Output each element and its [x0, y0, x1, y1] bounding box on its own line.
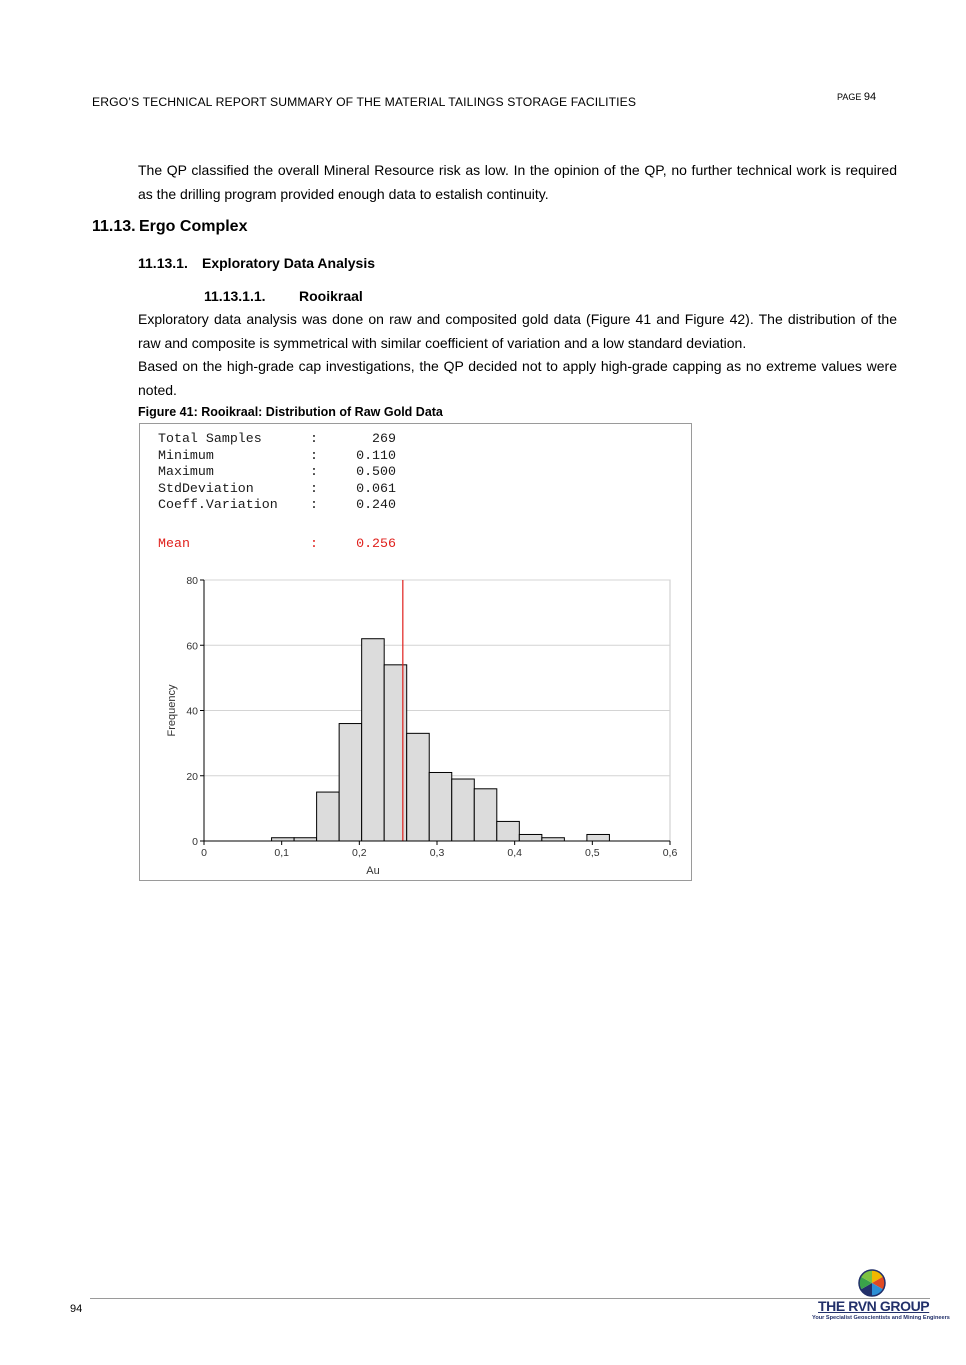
footer-rule	[90, 1298, 930, 1299]
section-heading	[92, 218, 247, 236]
x-tick-label: 0,4	[507, 847, 522, 859]
histogram-bar	[519, 834, 542, 841]
stat-maximum: Maximum : 0.500	[158, 464, 396, 479]
histogram-bar	[407, 733, 430, 841]
stat-std-deviation: StdDeviation : 0.061	[158, 480, 396, 496]
company-logo	[812, 1268, 950, 1324]
figure-caption: Figure 41: Rooikraal: Distribution of Raw Gold Data	[138, 405, 443, 419]
subsubsection-title: Rooikraal	[299, 288, 363, 304]
body-paragraph-2: Based on the high-grade cap investigations, the QP decided not to apply high-grade capping as no extreme values were noted.	[138, 358, 897, 398]
histogram-bar	[587, 834, 610, 841]
x-axis-title: Au	[366, 865, 380, 877]
x-tick-label: 0,6	[662, 847, 678, 859]
y-tick-label: 60	[186, 640, 198, 653]
subsection-title: Exploratory Data Analysis	[202, 255, 375, 271]
x-tick-label: 0,1	[274, 847, 289, 859]
logo-name: THE RVN GROUP	[818, 1298, 930, 1314]
subsection-heading	[138, 255, 375, 271]
body-paragraph-1: Exploratory data analysis was done on raw and composited gold data (Figure 41 and Figure 42). The distribution of the raw and composite is symmetrical with similar coefficient of variation and a low standard deviation.	[138, 311, 897, 351]
histogram-figure	[139, 423, 692, 881]
histogram-bar	[429, 772, 452, 841]
y-tick-label: 40	[186, 705, 198, 718]
histogram-chart	[140, 424, 691, 880]
section-title: Ergo Complex	[139, 218, 248, 235]
y-tick-label: 0	[192, 836, 198, 848]
histogram-bar	[452, 779, 475, 841]
stat-total-samples: Total Samples : 269	[158, 431, 396, 446]
logo-pie-icon	[812, 1268, 934, 1298]
intro-paragraph: The QP classified the overall Mineral Resource risk as low. In the opinion of the QP, no further technical work is required as the drilling program provided enough data to estalish continuity.	[138, 162, 897, 202]
histogram-bar	[497, 821, 520, 841]
stat-coeff-variation: Coeff.Variation : 0.240	[158, 497, 396, 512]
stat-minimum: Minimum : 0.110	[158, 447, 396, 463]
subsection-number: 11.13.1.	[138, 255, 188, 271]
histogram-bar	[362, 639, 385, 841]
page-label: PAGE	[837, 92, 862, 102]
x-tick-label: 0,2	[352, 847, 367, 859]
y-axis-title: Frequency	[166, 684, 178, 737]
stat-mean: Mean : 0.256	[158, 535, 396, 551]
x-tick-label: 0,5	[585, 847, 600, 859]
x-tick-label: 0	[201, 847, 207, 859]
y-tick-label: 80	[186, 575, 198, 587]
running-header-title: ERGO’S TECHNICAL REPORT SUMMARY OF THE MATERIAL TAILINGS STORAGE FACILITIES	[92, 95, 637, 109]
footer-page-number: 94	[70, 1303, 83, 1315]
section-number: 11.13.	[92, 218, 136, 235]
running-header-page	[837, 91, 876, 103]
y-tick-label: 20	[186, 770, 198, 783]
logo-tagline: Your Specialist Geoscientists and Mining Engineers	[812, 1315, 950, 1321]
subsubsection-heading	[204, 288, 363, 304]
subsubsection-number: 11.13.1.1.	[204, 288, 266, 304]
histogram-bar	[317, 792, 340, 841]
page-number: 94	[863, 91, 877, 103]
x-tick-label: 0,3	[429, 847, 445, 859]
histogram-bar	[474, 789, 497, 841]
histogram-bar	[339, 724, 362, 841]
